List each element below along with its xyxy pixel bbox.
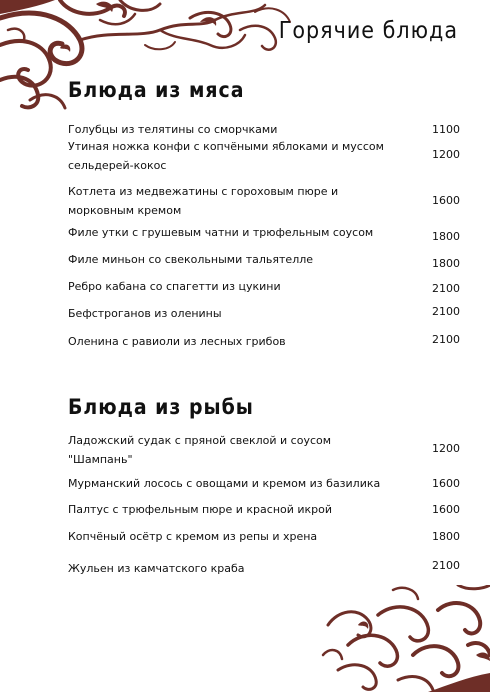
menu-item <box>68 332 488 351</box>
menu-item-price: 2100 <box>432 559 460 572</box>
menu-item <box>68 500 488 519</box>
menu-item <box>68 277 488 296</box>
menu-item-price: 1600 <box>432 194 460 207</box>
section-title-fish: Блюда из рыбы <box>68 395 254 419</box>
menu-item-name: Голубцы из телятины со сморчками <box>68 123 278 136</box>
menu-item <box>68 250 488 269</box>
menu-item-price: 1800 <box>432 230 460 243</box>
menu-item-name: Филе миньон со свекольными тальятелле <box>68 253 314 266</box>
menu-item-price: 1200 <box>432 442 460 455</box>
menu-item-price: 2100 <box>432 333 460 346</box>
bottom-floral-ornament <box>318 585 490 692</box>
section-title-meat: Блюда из мяса <box>68 78 245 102</box>
page-title: Горячие блюда <box>278 18 458 44</box>
menu-item-name: Оленина с равиоли из лесных грибов <box>68 335 286 348</box>
menu-item-name: Ладожский судак с пряной свеклой и соусом "Шампань" <box>68 434 332 466</box>
menu-item-name: Копчёный осётр с кремом из репы и хрена <box>68 530 318 543</box>
menu-item-price: 2100 <box>432 282 460 295</box>
menu-item <box>68 304 488 323</box>
menu-item-price: 1800 <box>432 530 460 543</box>
menu-item-name: Палтус с трюфельным пюре и красной икрой <box>68 503 333 516</box>
menu-item-price: 1600 <box>432 477 460 490</box>
menu-item-price: 1600 <box>432 503 460 516</box>
menu-item-name: Мурманский лосось с овощами и кремом из базилика <box>68 477 381 490</box>
menu-item-name: Бефстроганов из оленины <box>68 307 222 320</box>
menu-item-name: Котлета из медвежатины с гороховым пюре и морковным кремом <box>68 185 339 217</box>
menu-item <box>68 559 488 578</box>
menu-item-name: Филе утки с грушевым чатни и трюфельным соусом <box>68 226 374 239</box>
menu-item-name: Ребро кабана со спагетти из цукини <box>68 280 281 293</box>
menu-item <box>68 527 488 546</box>
menu-item <box>68 223 488 242</box>
menu-item-name: Утиная ножка конфи с копчёными яблоками и муссом сельдерей-кокос <box>68 140 384 172</box>
menu-item <box>68 137 488 175</box>
menu-item-price: 1200 <box>432 148 460 161</box>
menu-item <box>68 182 488 220</box>
menu-item <box>68 474 488 493</box>
menu-item <box>68 431 488 469</box>
menu-item-price: 1800 <box>432 257 460 270</box>
menu-item-name: Жульен из камчатского краба <box>68 562 245 575</box>
menu-item-price: 1100 <box>432 123 460 136</box>
menu-item-price: 2100 <box>432 305 460 318</box>
